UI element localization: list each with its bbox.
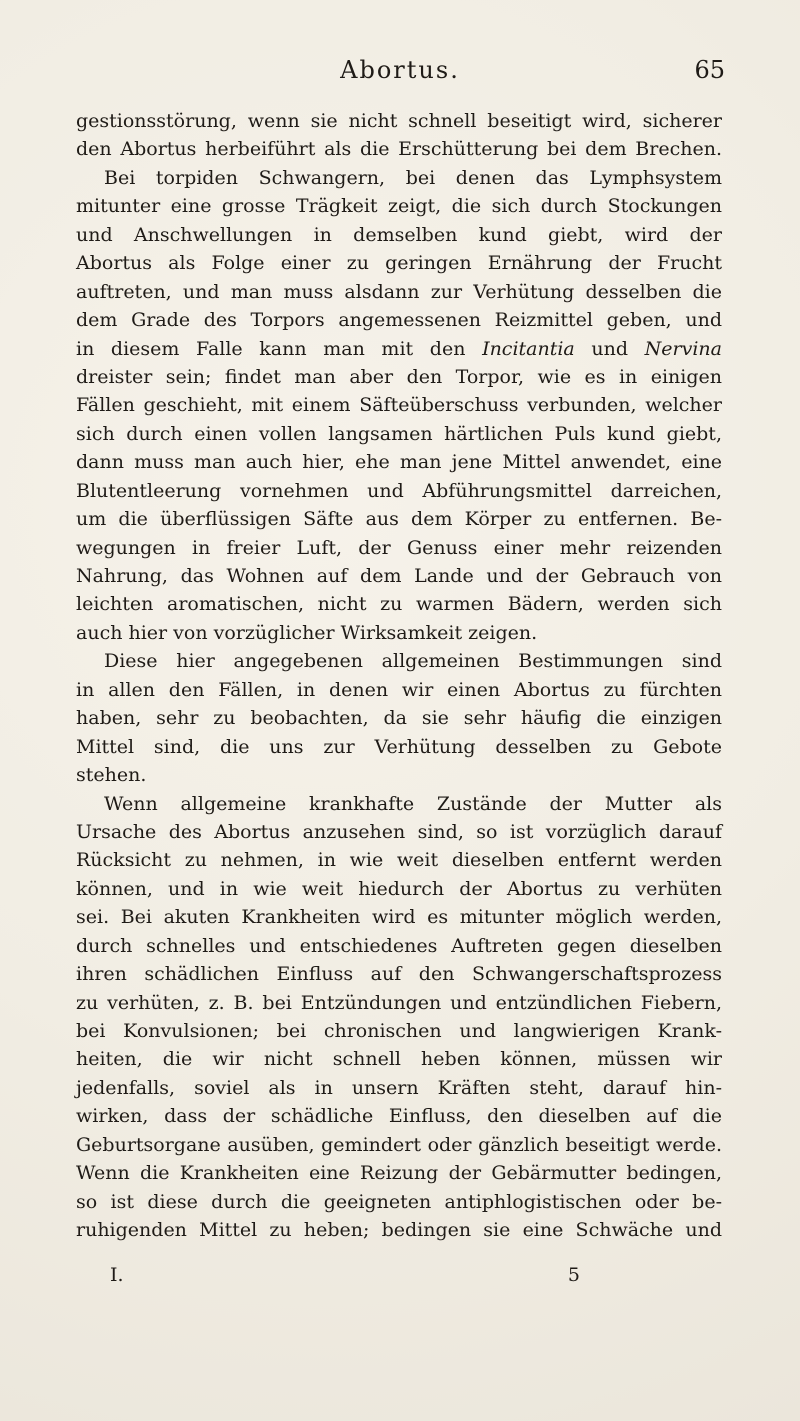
text-line [76, 647, 722, 675]
text-line [76, 704, 722, 732]
text-line [76, 761, 722, 789]
text-line [76, 1131, 722, 1159]
text-line [76, 790, 722, 818]
line-text: stehen. [76, 764, 147, 787]
line-text: jedenfalls, soviel als in unsern Kräften steht, darauf hin- [76, 1076, 722, 1099]
line-text: dreister sein; findet man aber den Torpor, wie es in einigen [76, 365, 722, 388]
text-line [76, 420, 722, 448]
line-text: heiten, die wir nicht schnell heben können, müssen wir [76, 1048, 722, 1071]
line-text: sei. Bei akuten Krankheiten wird es mitunter möglich werden, [76, 906, 722, 929]
line-text: um die überflüssigen Säfte aus dem Körper zu entfernen. Be- [76, 508, 722, 531]
text-line [76, 363, 722, 391]
running-title: Abortus. [340, 56, 460, 84]
line-text: dem Grade des Torpors angemessenen Reizmittel geben, und [76, 309, 722, 332]
text-line [76, 1188, 722, 1216]
text-line [76, 960, 722, 988]
italic-term: Incitantia [482, 337, 575, 360]
text-line [76, 1074, 722, 1102]
text-line [76, 107, 722, 135]
line-text: dann muss man auch hier, ehe man jene Mittel anwendet, eine [76, 451, 722, 474]
line-text: leichten aromatischen, nicht zu warmen Bädern, werden sich [76, 593, 722, 616]
line-text: ihren schädlichen Einfluss auf den Schwangerschaftsprozess [76, 963, 722, 986]
line-text: Rücksicht zu nehmen, in wie weit dieselben entfernt werden [76, 849, 722, 872]
line-text: sich durch einen vollen langsamen härtlichen Puls kund giebt, [76, 422, 722, 445]
text-line [76, 1045, 722, 1073]
page-header [75, 55, 725, 85]
text-line [76, 335, 722, 363]
text-line [76, 1216, 722, 1244]
signature-mark: I. [110, 1264, 124, 1286]
sheet-number: 5 [567, 1264, 580, 1286]
line-text: ruhigenden Mittel zu heben; bedingen sie eine Schwäche und [76, 1219, 722, 1242]
line-text: Ursache des Abortus anzusehen sind, so ist vorzüglich darauf [76, 820, 722, 843]
text-line [76, 306, 722, 334]
text-line [76, 391, 722, 419]
text-line [76, 477, 722, 505]
line-text: haben, sehr zu beobachten, da sie sehr häufig die einzigen [76, 707, 722, 730]
line-text: den Abortus herbeiführt als die Erschütterung bei dem Brechen. [76, 138, 722, 161]
line-text: auch hier von vorzüglicher Wirksamkeit zeigen. [76, 621, 538, 644]
line-text: Wenn die Krankheiten eine Reizung der Gebärmutter bedingen, [76, 1162, 722, 1185]
line-text: zu verhüten, z. B. bei Entzündungen und entzündlichen Fiebern, [76, 991, 722, 1014]
text-line [76, 164, 722, 192]
line-text: gestionsstörung, wenn sie nicht schnell beseitigt wird, sicherer [76, 110, 722, 132]
text-line [76, 875, 722, 903]
line-text: und [591, 337, 629, 360]
text-line [76, 818, 722, 846]
line-text: Bei torpiden Schwangern, bei denen das Lymphsystem [104, 166, 722, 189]
text-line [76, 221, 722, 249]
line-text: und Anschwellungen in demselben kund giebt, wird der [76, 223, 722, 246]
text-line [76, 562, 722, 590]
line-text: auftreten, und man muss alsdann zur Verhütung desselben die [76, 280, 722, 303]
line-text: Wenn allgemeine krankhafte Zustände der Mutter als [104, 792, 722, 815]
line-text: können, und in wie weit hiedurch der Abortus zu verhüten [76, 877, 722, 900]
line-text: Blutentleerung vornehmen und Abführungsmittel darreichen, [76, 479, 722, 502]
line-text: in allen den Fällen, in denen wir einen Abortus zu fürchten [76, 678, 722, 701]
text-line [76, 192, 722, 220]
text-line [76, 135, 722, 163]
line-text: Diese hier angegebenen allgemeinen Bestimmungen sind [104, 650, 722, 673]
page-number: 65 [694, 56, 725, 84]
text-line [76, 989, 722, 1017]
text-line [76, 676, 722, 704]
line-text: mitunter eine grosse Trägkeit zeigt, die sich durch Stockungen [76, 195, 722, 218]
text-line [76, 505, 722, 533]
line-text: wegungen in freier Luft, der Genuss einer mehr reizenden [76, 536, 722, 559]
line-text: Fällen geschieht, mit einem Säfteüberschuss verbunden, welcher [76, 394, 722, 417]
text-line [76, 1017, 722, 1045]
text-line [76, 619, 722, 647]
text-line [76, 448, 722, 476]
text-line [76, 249, 722, 277]
line-text: so ist diese durch die geeigneten antiphlogistischen oder be- [76, 1190, 722, 1213]
body-text [76, 107, 722, 1245]
line-text: bei Konvulsionen; bei chronischen und langwierigen Krank- [76, 1020, 722, 1042]
text-line [76, 1159, 722, 1187]
text-line [76, 278, 722, 306]
text-line [76, 733, 722, 761]
page-footer [110, 1264, 580, 1292]
text-line [76, 534, 722, 562]
text-line [76, 590, 722, 618]
text-line [76, 903, 722, 931]
text-line [76, 932, 722, 960]
line-text: in diesem Falle kann man mit den [76, 337, 466, 360]
text-line [76, 846, 722, 874]
line-text: wirken, dass der schädliche Einfluss, den dieselben auf die [76, 1105, 722, 1128]
line-text: Geburtsorgane ausüben, gemindert oder gänzlich beseitigt werde. [76, 1133, 722, 1156]
text-line [76, 1102, 722, 1130]
line-text: Mittel sind, die uns zur Verhütung desselben zu Gebote [76, 735, 722, 758]
italic-term: Nervina [644, 337, 722, 360]
line-text: Nahrung, das Wohnen auf dem Lande und der Gebrauch von [76, 565, 722, 587]
line-text: Abortus als Folge einer zu geringen Ernährung der Frucht [76, 252, 722, 275]
line-text: durch schnelles und entschiedenes Auftreten gegen dieselben [76, 934, 722, 957]
